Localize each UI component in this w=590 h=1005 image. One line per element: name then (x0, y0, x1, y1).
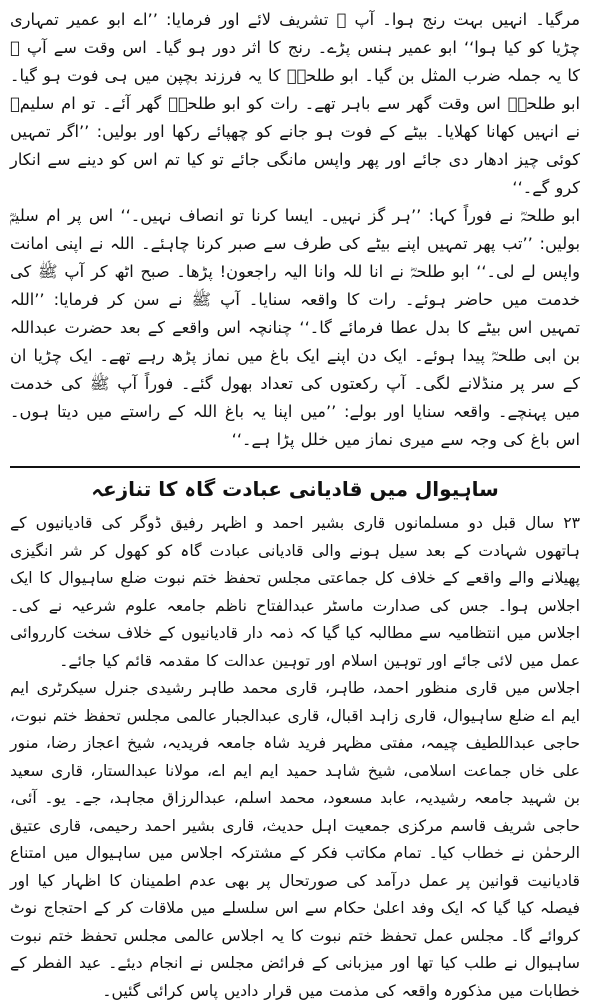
section-divider (10, 466, 580, 468)
story-continuation (10, 6, 580, 454)
article-paragraph: ۲۳ سال قبل دو مسلمانوں قاری بشیر احمد و اظہر رفیق ڈوگر کی قادیانیوں کے ہاتھوں شہادت کے بعد سیل ہونے والی قادیانی عبادت گاہ کو کھول کر شر انگیزی پھیلانے والے واقعے کے خلاف کل جماعتی مجلس تحفظ ختم نبوت ضلع ساہیوال کا ایک اجلاس ہوا۔ جس کی صدارت ماسٹر عبدالفتاح ناظم جامعہ علوم شرعیہ نے کی۔ اجلاس میں انتظامیہ سے مطالبہ کیا گیا کہ ذمہ دار قادیانیوں کے خلاف سخت کارروائی عمل میں لائی جائے اور توہین اسلام اور توہین عدالت کا مقدمہ قائم کیا جائے۔ (10, 514, 580, 670)
article-paragraph: اجلاس میں قاری منظور احمد، طاہر، قاری محمد طاہر رشیدی جنرل سیکرٹری ایم ایم اے ضلع ساہیوال، قاری زاہد اقبال، قاری عبدالجبار عالمی مجلس تحفظ ختم نبوت، حاجی عبداللطیف چیمہ، مفتی مظہر فرید شاہ جامعہ فریدیہ، شیخ اعجاز رضا، منور علی خاں جماعت اسلامی، شیخ شاہد حمید ایم ایم اے، مولانا عبدالستار، قاری سعید بن شہید جامعہ رشیدیہ، عابد مسعود، محمد اسلم، عبدالرزاق مجاہد، جے۔ یو۔ آئی، حاجی شریف قاسم مرکزی جمعیت اہل حدیث، قاری بشیر احمد رحیمی، قاری عتیق الرحمٰن نے خطاب کیا۔ تمام مکاتب فکر کے مشترکہ اجلاس میں ساہیوال میں امتناع قادیانیت قوانین پر عمل درآمد کی صورتحال پر بھی عدم اطمینان کا اظہار کیا اور فیصلہ کیا گیا کہ ایک وفد اعلیٰ حکام سے اس سلسلے میں ملاقات کر کے احتجاج نوٹ کروائے گا۔ مجلس عمل تحفظ ختم نبوت کا یہ اجلاس عالمی مجلس تحفظ ختم نبوت ساہیوال نے طلب کیا تھا اور میزبانی کے فرائض مجلس نے انجام دیئے۔ عید الفطر کے خطابات میں مذکورہ واقعہ کی مذمت میں قرار دادیں پاس کرائی گئیں۔ (10, 679, 580, 1000)
story-paragraph: ابو طلحہؓ نے فوراً کہا: ’’ہر گز نہیں۔ ایسا کرنا تو انصاف نہیں۔‘‘ اس پر ام سلیمؓ بولیں: ’’تب پھر تمہیں اپنے بیٹے کی طرف سے صبر کرنا چاہئے۔ اللہ نے اپنی امانت واپس لے لی۔‘‘ ابو طلحہؓ نے انا للہ وانا الیہ راجعون! پڑھا۔ صبح اٹھ کر آپ ﷺ کی خدمت میں حاضر ہوئے۔ رات کا واقعہ سنایا۔ آپ ﷺ نے سن کر فرمایا: ’’اللہ تمہیں اس بیٹے کا بدل عطا فرمائے گا۔‘‘ چنانچہ اس واقعے کے بعد حضرت عبداللہ بن ابی طلحہؓ پیدا ہوئے۔ ایک دن اپنے ایک باغ میں نماز پڑھ رہے تھے۔ ایک چڑیا ان کے سر پر منڈلانے لگی۔ آپ رکعتوں کی تعداد بھول گئے۔ فوراً آپ ﷺ کی خدمت میں پہنچے۔ واقعہ سنایا اور بولے: ’’میں اپنا یہ باغ اللہ کے راستے میں دیتا ہوں۔ اس باغ کی وجہ سے میری نماز میں خلل پڑا ہے۔‘‘ (10, 206, 580, 449)
magazine-page (10, 6, 580, 1000)
news-article (10, 474, 580, 1005)
article-title: ساہیوال میں قادیانی عبادت گاہ کا تنازعہ (91, 477, 499, 501)
story-paragraph: مرگیا۔ انہیں بہت رنج ہوا۔ آپ ﷺ تشریف لائے اور فرمایا: ’’اے ابو عمیر تمہاری چڑیا کو کیا ہوا‘‘ ابو عمیر ہنس پڑے۔ رنج کا اثر دور ہو گیا۔ اس وقت سے آپ ﷺ کا یہ جملہ ضرب المثل بن گیا۔ ابو طلحہؓ کا یہ فرزند بچپن میں ہی فوت ہو گیا۔ ابو طلحہؓ اس وقت گھر سے باہر تھے۔ رات کو ابو طلحہؓ گھر آئے۔ تو ام سلیمؓ نے انہیں کھانا کھلایا۔ بیٹے کے فوت ہو جانے کو چھپائے رکھا اور بولیں: ’’اگر تمہیں کوئی چیز ادھار دی جائے اور پھر واپس مانگی جائے تو کیا تم اس کو دینے سے انکار کرو گے۔‘‘ (10, 10, 580, 197)
